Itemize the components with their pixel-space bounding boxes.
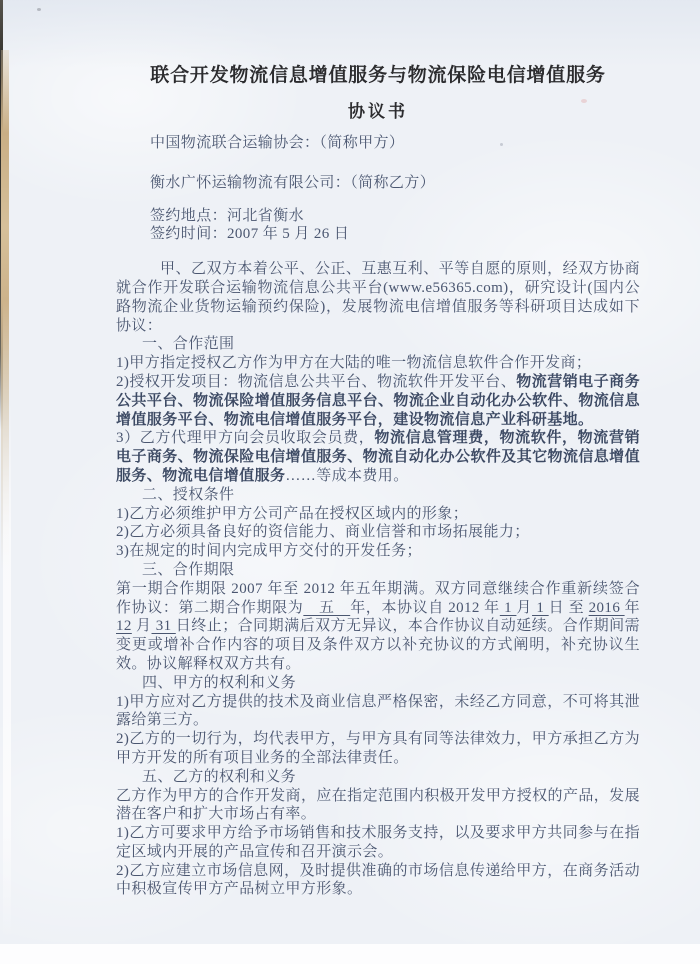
clause-5-2: 2)乙方应建立市场信息网，及时提供准确的市场信息传递给甲方，在商务活动中积极宣传甲方产品树立甲方形象。 (116, 862, 640, 898)
clause-4-1: 1)甲方应对乙方提供的技术及商业信息严格保密，未经乙方同意，不可将其泄露给第三方。 (116, 693, 640, 729)
gap-2 (116, 193, 640, 207)
clause-2-1: 1)乙方必须维护甲方公司产品在授权区域内的形象； (116, 505, 469, 522)
section-5-heading: 五、乙方的权利和义务 (142, 768, 297, 785)
document-body (116, 134, 640, 899)
clause-2-2: 2)乙方必须具备良好的资信能力、商业信誉和市场拓展能力； (116, 524, 530, 541)
party-a-line: 中国物流联合运输协会：（简称甲方） (150, 135, 405, 151)
section-4-heading: 四、甲方的权利和义务 (142, 674, 297, 691)
clause-1-3: 3）乙方代理甲方向会员收取会员费，物流信息管理费，物流软件，物流营销电子商务、物流保险电信增值服务、物流自动化办公软件及其它物流信息增值服务、物流电信增值服务……等成本费用。 (116, 430, 640, 484)
section-2-heading: 二、授权条件 (142, 486, 235, 503)
preamble: 甲、乙双方本着公平、公正、互惠互利、平等自愿的原则，经双方协商就合作开发联合运输物流信息公共平台(www.e56365.com)，研究设计(国内公路物流企业货物运输预约保险)，发展物流电信增值服务等科研项目达成如下协议： (116, 261, 640, 334)
section-1-heading: 一、合作范围 (142, 336, 235, 353)
scan-speck (37, 8, 41, 11)
clause-2-3: 3)在规定的时间内完成甲方交付的开发任务； (116, 543, 422, 560)
party-b-line: 衡水广怀运输物流有限公司：（简称乙方） (150, 174, 436, 191)
gap-1 (116, 153, 640, 174)
clause-1-2: 2)授权开发项目：物流信息公共平台、物流软件开发平台、物流营销电子商务公共平台、物流保险增值服务信息平台、物流企业自动化办公软件、物流信息增值服务平台、物流电信增值服务平台，建设物流信息产业科研基地。 (116, 373, 640, 428)
clause-1-1: 1)甲方指定授权乙方作为甲方在大陆的唯一物流信息软件合作开发商； (116, 355, 592, 372)
signing-date-line: 签约时间：2007 年 5 月 26 日 (150, 226, 350, 243)
agreement-title: 联合开发物流信息增值服务与物流保险电信增值服务 (150, 65, 606, 86)
section-3-heading: 三、合作期限 (142, 561, 235, 578)
clause-4-2: 2)乙方的一切行为，均代表甲方，与甲方具有同等法律效力，甲方承担乙方为甲方开发的所有项目业务的全部法律责任。 (116, 731, 640, 766)
clause-3-term: 第一期合作期限 2007 年至 2012 年五年期满。双方同意继续合作重新续签合作协议：第二期合作期限为 五 年，本协议自 2012 年 1 月 1 日 至 2016 年 12 月 31 日终止；合同期满后双方无异议，本合作协议自动延续。合作期间需变更或增补合作内容的项目及条件双方以补充协议的方式阐明，补充协议生效。协议解释权双方共有。 (116, 580, 640, 672)
scanner-bottom-strip (0, 944, 700, 964)
agreement-document (116, 64, 640, 899)
gap-3 (116, 244, 640, 260)
signing-place-line: 签约地点：河北省衡水 (150, 207, 305, 224)
clause-5-1: 1)乙方可要求甲方给予市场销售和技术服务支持，以及要求甲方共同参与在指定区域内开展的产品宣传和召开演示会。 (116, 825, 640, 860)
agreement-subtitle: 协议书 (348, 102, 408, 121)
scan-edge-light-artifact (3, 400, 11, 940)
clause-5-intro: 乙方作为甲方的合作开发商，应在指定范围内积极开发甲方授权的产品，发展潜在客户和扩大市场占有率。 (116, 787, 640, 823)
